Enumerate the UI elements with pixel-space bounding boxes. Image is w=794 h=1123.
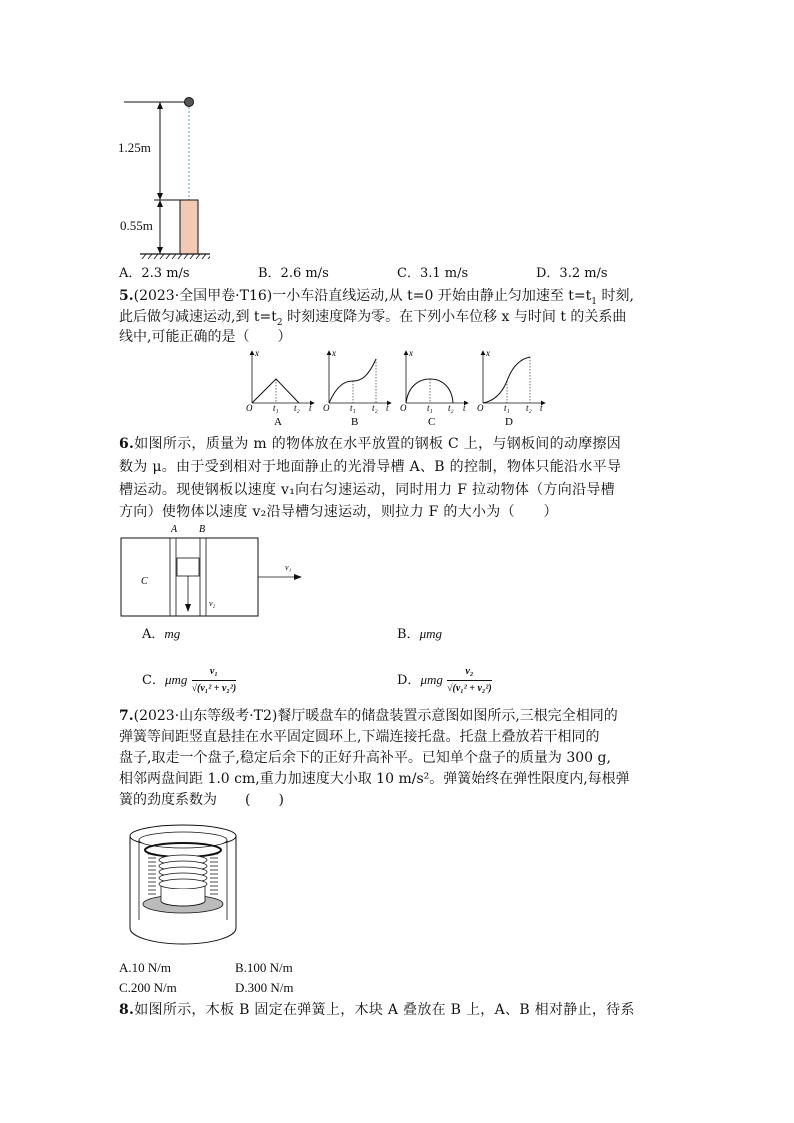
q7-option-a[interactable]: A.10 N/m <box>119 960 171 975</box>
guide-label-a: A <box>171 524 177 535</box>
q4-option-a[interactable]: A．2.3 m/s <box>119 266 190 281</box>
block <box>180 200 198 254</box>
velocity-v2-label: v₂ <box>209 599 216 608</box>
q6-option-d[interactable]: D．μmg $\frac{\text{v₂}}{\text{√(v₁² + v₂²)}}$ <box>397 664 492 697</box>
q6-line-4: 方向）使物体以速度 v₂沿导槽匀速运动，则拉力 F 的大小为（ ） <box>119 504 558 520</box>
fraction-c: $\frac{\text{v₁}}{\text{√(v₁² + v₂²)}}$ <box>191 666 237 694</box>
q6-steel-plate-figure <box>118 520 318 620</box>
q7-option-d[interactable]: D.300 N/m <box>235 980 294 995</box>
ball-icon <box>185 98 194 107</box>
guide-label-b: B <box>199 524 206 535</box>
svg-text:x x x x O: x x x x O O O O t₁ t₂ t t₁ t₂ t t₁ t₂ t t₁ t₂ t <box>246 348 543 413</box>
axis-x-label: x <box>255 348 259 358</box>
graph-a[interactable] <box>252 351 314 403</box>
question-number: 5. <box>119 288 134 304</box>
graph-c[interactable] <box>406 351 468 403</box>
graph-label-b: B <box>351 416 359 428</box>
plate-label-c: C <box>141 576 148 587</box>
q6-line-3: 槽运动。现使钢板以速度 v₁向右匀速运动，同时用力 F 拉动物体（方向沿导槽 <box>119 482 615 498</box>
graph-label-d: D <box>505 416 513 428</box>
q7-option-b[interactable]: B.100 N/m <box>235 960 293 975</box>
q4-option-c[interactable]: C．3.1 m/s <box>397 266 469 281</box>
q7-line-3: 盘子,取走一个盘子,稳定后余下的正好升高补平。已知单个盘子的质量为 300 g, <box>119 750 611 766</box>
graph-d[interactable] <box>483 351 545 403</box>
velocity-v1-label: v₁ <box>285 563 292 572</box>
graph-label-c: C <box>428 416 436 428</box>
q4-falling-ball-figure <box>110 92 210 262</box>
q7-line-5: 簧的劲度系数为 ( ) <box>119 792 284 808</box>
q5-line-1: 5.(2023·全国甲卷·T16)一小车沿直线运动,从 t=0 开始由静止匀加速至 $t=t_1$ 时刻, <box>119 288 634 307</box>
q7-option-c[interactable]: C.200 N/m <box>119 980 177 995</box>
q5-line-2: 此后做匀减速运动,到 $t=t_2$ 时刻速度降为零。在下列小车位移 x 与时间 t 的关系曲 <box>119 309 627 328</box>
height-label-top: 1.25m <box>118 140 151 155</box>
q6-line-2: 数为 μ。由于受到相对于地面静止的光滑导槽 A、B 的控制，物体只能沿水平导 <box>119 459 622 475</box>
q7-plate-warmer-figure <box>124 820 242 954</box>
q6-option-b[interactable]: B．μmg <box>397 626 442 642</box>
graph-label-a: A <box>274 416 282 428</box>
q8-line-1: 8.如图所示，木板 B 固定在弹簧上，木块 A 叠放在 B 上，A、B 相对静止，待系 <box>119 1002 635 1018</box>
fraction-d: $\frac{\text{v₂}}{\text{√(v₁² + v₂²)}}$ <box>447 666 492 694</box>
q5-graph-options <box>242 345 562 430</box>
q6-line-1: 6.如图所示，质量为 m 的物体放在水平放置的钢板 C 上，与钢板间的动摩擦因 <box>119 436 622 452</box>
q7-line-1: 7.(2023·山东等级考·T2)餐厅暖盘车的储盘装置示意图如图所示,三根完全相同的 <box>119 708 618 724</box>
graph-b[interactable] <box>329 351 391 403</box>
q6-option-a[interactable]: A．mg <box>142 626 181 642</box>
q7-line-4: 相邻两盘间距 1.0 cm,重力加速度大小取 10 m/s²。弹簧始终在弹性限度内,每根弹 <box>119 771 630 787</box>
q6-option-c[interactable]: C．μmg $\frac{\text{v₁}}{\text{√(v₁² + v₂²)}}$ <box>142 664 236 697</box>
svg-text:A B C D <box>274 416 513 428</box>
q5-line-3: 线中,可能正确的是（ ） <box>119 329 292 345</box>
block-m <box>177 558 199 576</box>
q4-option-d[interactable]: D．3.2 m/s <box>536 266 608 281</box>
q4-option-b[interactable]: B．2.6 m/s <box>258 266 329 281</box>
q5-source: (2023·全国甲卷·T16) <box>133 288 273 304</box>
height-label-bottom: 0.55m <box>120 218 153 233</box>
q7-line-2: 弹簧等间距竖直悬挂在水平固定圆环上,下端连接托盘。托盘上叠放若干相同的 <box>119 729 600 745</box>
